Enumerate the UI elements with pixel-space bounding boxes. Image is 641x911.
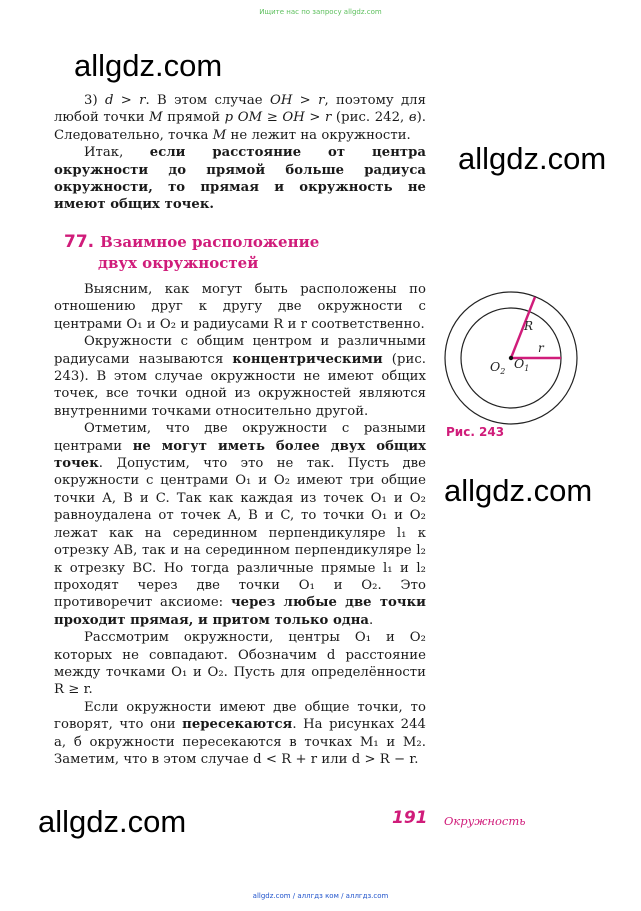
section-body bbox=[54, 281, 426, 768]
section-continuation bbox=[54, 92, 426, 214]
page-number: 191 bbox=[392, 808, 428, 828]
label-r: r bbox=[538, 341, 544, 355]
label-R: R bbox=[524, 319, 534, 333]
paragraph-distance: Рассмотрим окружности, центры O₁ и O₂ которых не совпадают. Обозначим d расстояние между точками O₁ и O₂. Пусть для определённости R ≥ r. bbox=[54, 630, 426, 698]
bottom-banner: allgdz.com / аллгдз ком / аллгдз.com bbox=[252, 892, 389, 900]
paragraph-two-points: Отметим, что две окружности с разными центрами не могут иметь более двух общих точек. Допустим, что это не так. Пусть две окружности с центрами O₁ и O₂ имеют три общие точки A, B и C. Так как каждая из точек O₁ и O₂ равноудалена от точек A, B и C, то точки O₁ и O₂ лежат как на серединном перпендикуляре l₁ к отрезку AB, так и на серединном перпендикуляре l₂ к отрезку BC. Но тогда различные прямые l₁ и l₂ проходят через две точки O₁ и O₂. Это противоречит аксиоме: через любые две точки проходит прямая, и притом только одна. bbox=[54, 421, 426, 628]
chapter-title: Окружность bbox=[444, 814, 526, 828]
watermark-bottom-left: allgdz.com bbox=[38, 804, 187, 839]
watermark-right-middle: allgdz.com bbox=[444, 473, 593, 508]
top-banner: Ищите нас по запросу allgdz.com bbox=[259, 8, 382, 16]
heading-line-2: двух окружностей bbox=[98, 254, 259, 272]
section-heading bbox=[64, 232, 364, 274]
center-point bbox=[509, 356, 513, 360]
paragraph-intersect: Если окружности имеют две общие точки, то говорят, что они пересекаются. На рисунках 244 а, б окружности пересекаются в точках M₁ и M₂. Заметим, что в этом случае d < R + r или d > R − r. bbox=[54, 699, 426, 767]
paragraph-case-3: 3) d > r. В этом случае OH > r, поэтому для любой точки M прямой p OM ≥ OH > r (рис. 242, в). Следовательно, точка M не лежит на окружности. bbox=[54, 93, 426, 143]
label-O1: $O_1$ bbox=[514, 356, 530, 373]
paragraph-intro: Выясним, как могут быть расположены по отношению друг к другу две окружности с центрами O₁ и O₂ и радиусами R и r соответственно. bbox=[54, 282, 426, 332]
section-number: 77. bbox=[64, 232, 95, 252]
paragraph-concentric: Окружности с общим центром и различными радиусами называются концентрическими (рис. 243). В этом случае окружности не имеют общих точек, все точки одной из окружностей являются внутренними точками относительно другой. bbox=[54, 334, 427, 419]
watermark-right-upper: allgdz.com bbox=[458, 141, 607, 176]
figure-caption: Рис. 243 bbox=[446, 425, 505, 439]
label-O2: $O_2$ bbox=[490, 359, 506, 376]
watermark-top-left: allgdz.com bbox=[74, 48, 223, 83]
figure-concentric-circles bbox=[443, 290, 579, 426]
paragraph-conclusion: Итак, если расстояние от центра окружности до прямой больше радиуса окружности, то прямая и окружность не имеют общих точек. bbox=[54, 145, 426, 213]
heading-line-1: Взаимное расположение bbox=[100, 233, 320, 251]
